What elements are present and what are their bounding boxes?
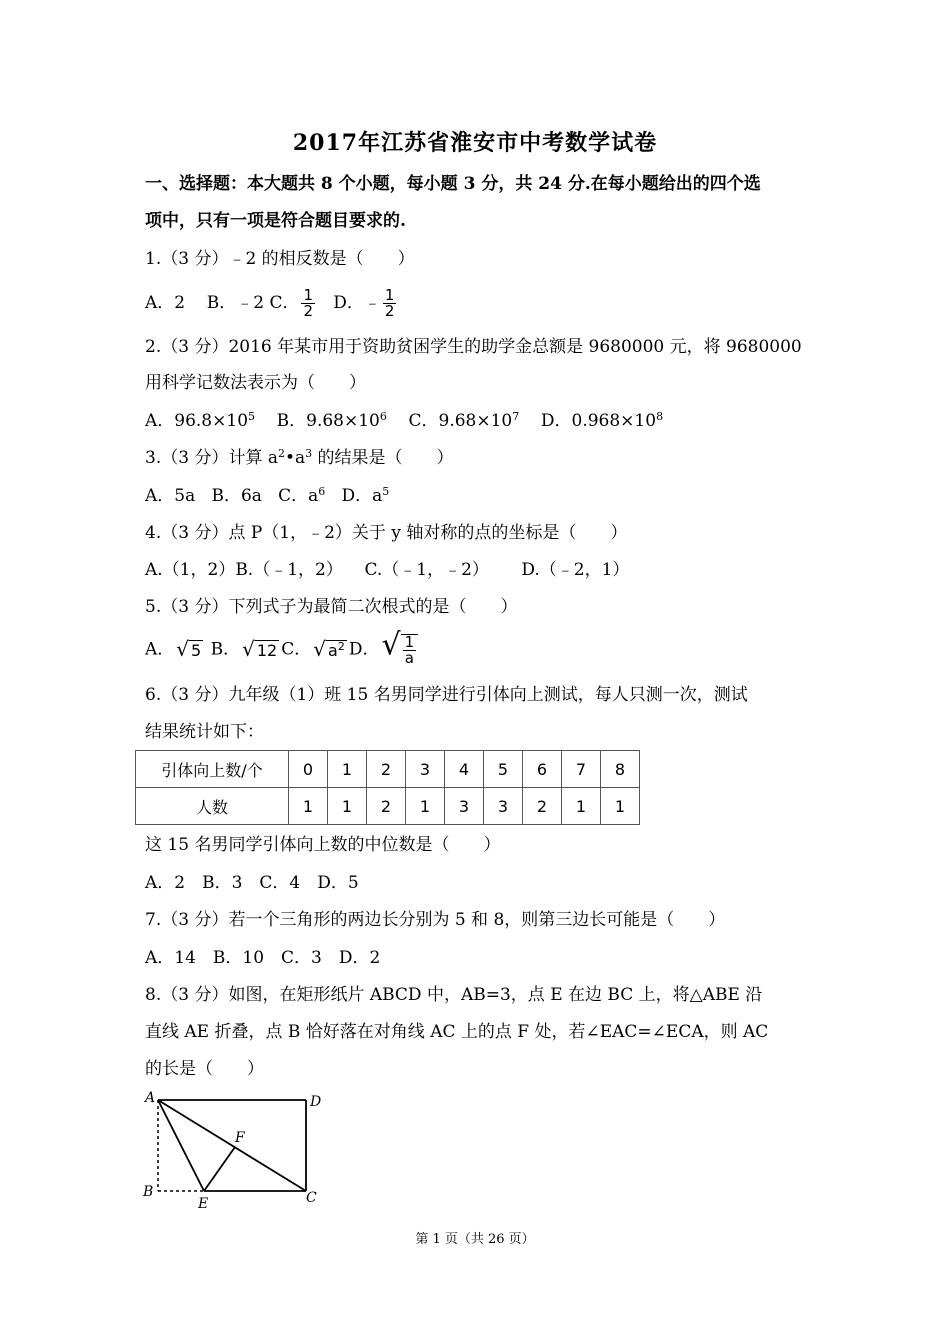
table-cell: 6	[523, 751, 562, 788]
q5-stem: 5.（3 分）下列式子为最简二次根式的是（ ）	[145, 597, 518, 617]
q1-stem: 1.（3 分）﹣2 的相反数是（ ）	[145, 249, 415, 269]
q6-stem-line2: 结果统计如下：	[145, 722, 264, 742]
q6-stats-table	[135, 750, 640, 825]
q1-option-d-fraction: $\frac{1}{2}$	[384, 286, 395, 320]
table-cell: 2	[523, 788, 562, 825]
q2-option-b: B．$9.68\times 10^6$	[276, 410, 387, 431]
q5-options	[145, 627, 420, 667]
q5-option-a-label: A．	[145, 639, 175, 660]
q4-stem: 4.（3 分）点 P（1，﹣2）关于 y 轴对称的点的坐标是（ ）	[145, 523, 628, 543]
table-cell: 1	[289, 788, 328, 825]
q3-option-a: A．5a	[145, 486, 196, 506]
q3-options	[145, 485, 389, 507]
table-cell: 2	[367, 788, 406, 825]
label-d: D	[310, 1094, 322, 1110]
q4-option-b: B.（﹣1，2）	[235, 560, 343, 580]
table-cell: 1	[328, 788, 367, 825]
label-e: E	[198, 1196, 209, 1212]
q2-option-a: A．$96.8\times 10^5$	[145, 410, 256, 431]
table-cell: 1	[406, 788, 445, 825]
table-cell: 5	[484, 751, 523, 788]
q3-option-c: C．$a^6$	[278, 485, 326, 506]
q8-rectangle-diagram	[140, 1088, 340, 1214]
table-cell: 3	[484, 788, 523, 825]
q5-option-a-radical: √ 5	[176, 637, 202, 661]
table-row	[136, 788, 640, 825]
q2-option-c: C．$9.68\times 10^7$	[408, 410, 520, 431]
q5-option-b-radical: √ 12	[242, 637, 278, 661]
table-row-header: 人数	[136, 788, 289, 825]
exam-title: 2017年江苏省淮安市中考数学试卷	[292, 130, 658, 156]
q6-stem-line1: 6.（3 分）九年级（1）班 15 名男同学进行引体向上测试，每人只测一次，测试	[145, 685, 748, 705]
q4-options	[145, 559, 629, 581]
q6-options: A．2 B．3 C．4 D．5	[145, 873, 359, 893]
q1-option-d-label: D．﹣	[333, 293, 381, 313]
table-cell: 1	[328, 751, 367, 788]
q8-stem-line2: 直线 AE 折叠，点 B 恰好落在对角线 AC 上的点 F 处，若∠EAC=∠ECA，则 AC	[145, 1022, 769, 1042]
q3-stem: 3.（3 分）计算 $a^2•a^3$ 的结果是（ ）	[145, 447, 454, 468]
table-row-header: 引体向上数/个	[136, 751, 289, 788]
q1-options	[145, 288, 398, 319]
label-b: B	[143, 1184, 154, 1200]
table-cell: 3	[445, 788, 484, 825]
segment-ef	[204, 1147, 235, 1191]
page-footer: 第 1 页（共 26 页）	[415, 1232, 535, 1247]
label-a: A	[145, 1090, 156, 1106]
q5-option-b-label: B．	[210, 639, 241, 660]
q5-option-d-label: D．	[348, 639, 380, 660]
q5-option-c-radical: √ $a^2$	[313, 637, 345, 661]
q4-option-c: C.（﹣1，﹣2）	[364, 560, 489, 580]
q2-stem-line1: 2.（3 分）2016 年某市用于资助贫困学生的助学金总额是 9680000 元，将 9680000	[145, 337, 802, 357]
table-cell: 8	[601, 751, 640, 788]
q1-option-c-label: C．	[269, 293, 300, 313]
q7-options: A．14 B．10 C．3 D．2	[145, 948, 381, 968]
q1-option-a: A．2	[145, 293, 186, 313]
q5-option-c-label: C．	[281, 639, 312, 660]
label-c: C	[306, 1190, 317, 1206]
q8-stem-line3: 的长是（ ）	[145, 1059, 264, 1079]
table-cell: 0	[289, 751, 328, 788]
table-cell: 1	[562, 788, 601, 825]
q2-stem-line2: 用科学记数法表示为（ ）	[145, 373, 366, 393]
table-cell: 7	[562, 751, 601, 788]
q4-option-d: D.（﹣2，1）	[521, 560, 630, 580]
section1-heading-line1: 一、选择题：本大题共 8 个小题，每小题 3 分，共 24 分.在每小题给出的四个选	[145, 174, 761, 194]
table-cell: 4	[445, 751, 484, 788]
q7-stem: 7.（3 分）若一个三角形的两边长分别为 5 和 8，则第三边长可能是（ ）	[145, 910, 726, 930]
label-f: F	[235, 1130, 245, 1146]
q3-option-b: B．6a	[211, 486, 262, 506]
q5-option-d-radical: √ $\frac{1}{a}$	[381, 634, 418, 666]
table-row	[136, 751, 640, 788]
q1-option-c-fraction: $\frac{1}{2}$	[303, 286, 313, 320]
q3-option-d: D．$a^5$	[341, 485, 390, 506]
table-cell: 1	[601, 788, 640, 825]
section1-heading-line2: 项中，只有一项是符合题目要求的.	[145, 211, 406, 231]
q1-option-b: B．﹣2	[206, 293, 265, 313]
q6-question: 这 15 名男同学引体向上数的中位数是（ ）	[145, 835, 501, 855]
q8-figure	[140, 1088, 340, 1218]
q8-stem-line1: 8.（3 分）如图，在矩形纸片 ABCD 中，AB=3，点 E 在边 BC 上，将△ABE 沿	[145, 985, 763, 1005]
table-cell: 3	[406, 751, 445, 788]
q2-option-d: D．$0.968\times 10^8$	[540, 410, 664, 431]
table-cell: 2	[367, 751, 406, 788]
q4-option-a: A.（1，2）	[145, 560, 236, 580]
q2-options	[145, 410, 663, 432]
